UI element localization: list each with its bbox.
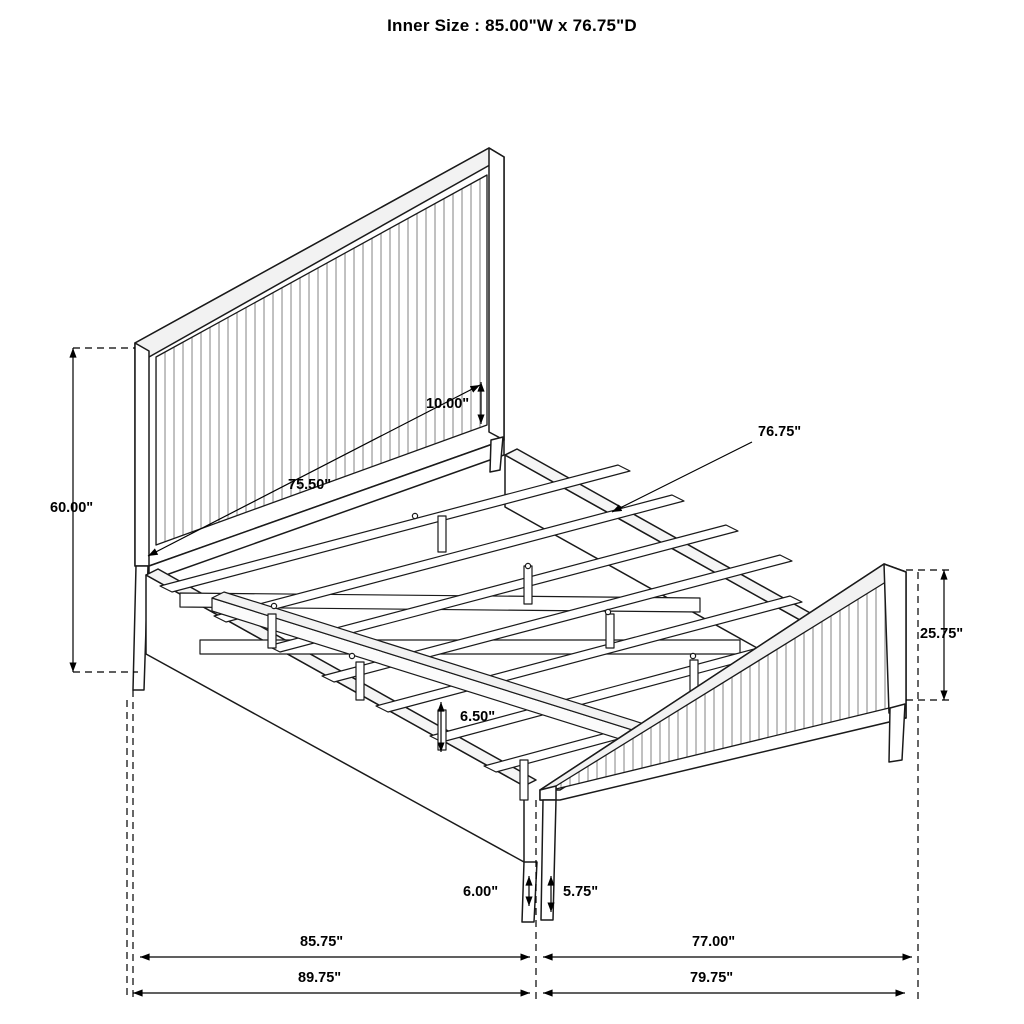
dim-label-headboard-height: 60.00" [50, 500, 94, 516]
dim-label-overall-width-inner: 77.00" [692, 934, 736, 950]
dim-label-overall-width-outer: 79.75" [690, 970, 734, 986]
dim-label-leg-clearance: 6.00" [463, 884, 499, 900]
dim-label-headboard-clearance: 10.00" [426, 396, 470, 412]
dim-label-footboard-height: 25.75" [920, 626, 964, 642]
dim-label-overall-length-inner: 85.75" [300, 934, 344, 950]
dim-label-inner-width: 76.75" [758, 424, 802, 440]
page-title: Inner Size : 85.00"W x 76.75"D [387, 16, 637, 35]
dim-label-inner-length: 75.50" [288, 477, 332, 493]
dim-label-slat-clearance: 6.50" [460, 709, 496, 725]
dim-label-overall-length-outer: 89.75" [298, 970, 342, 986]
dim-label-leg-height: 5.75" [563, 884, 599, 900]
